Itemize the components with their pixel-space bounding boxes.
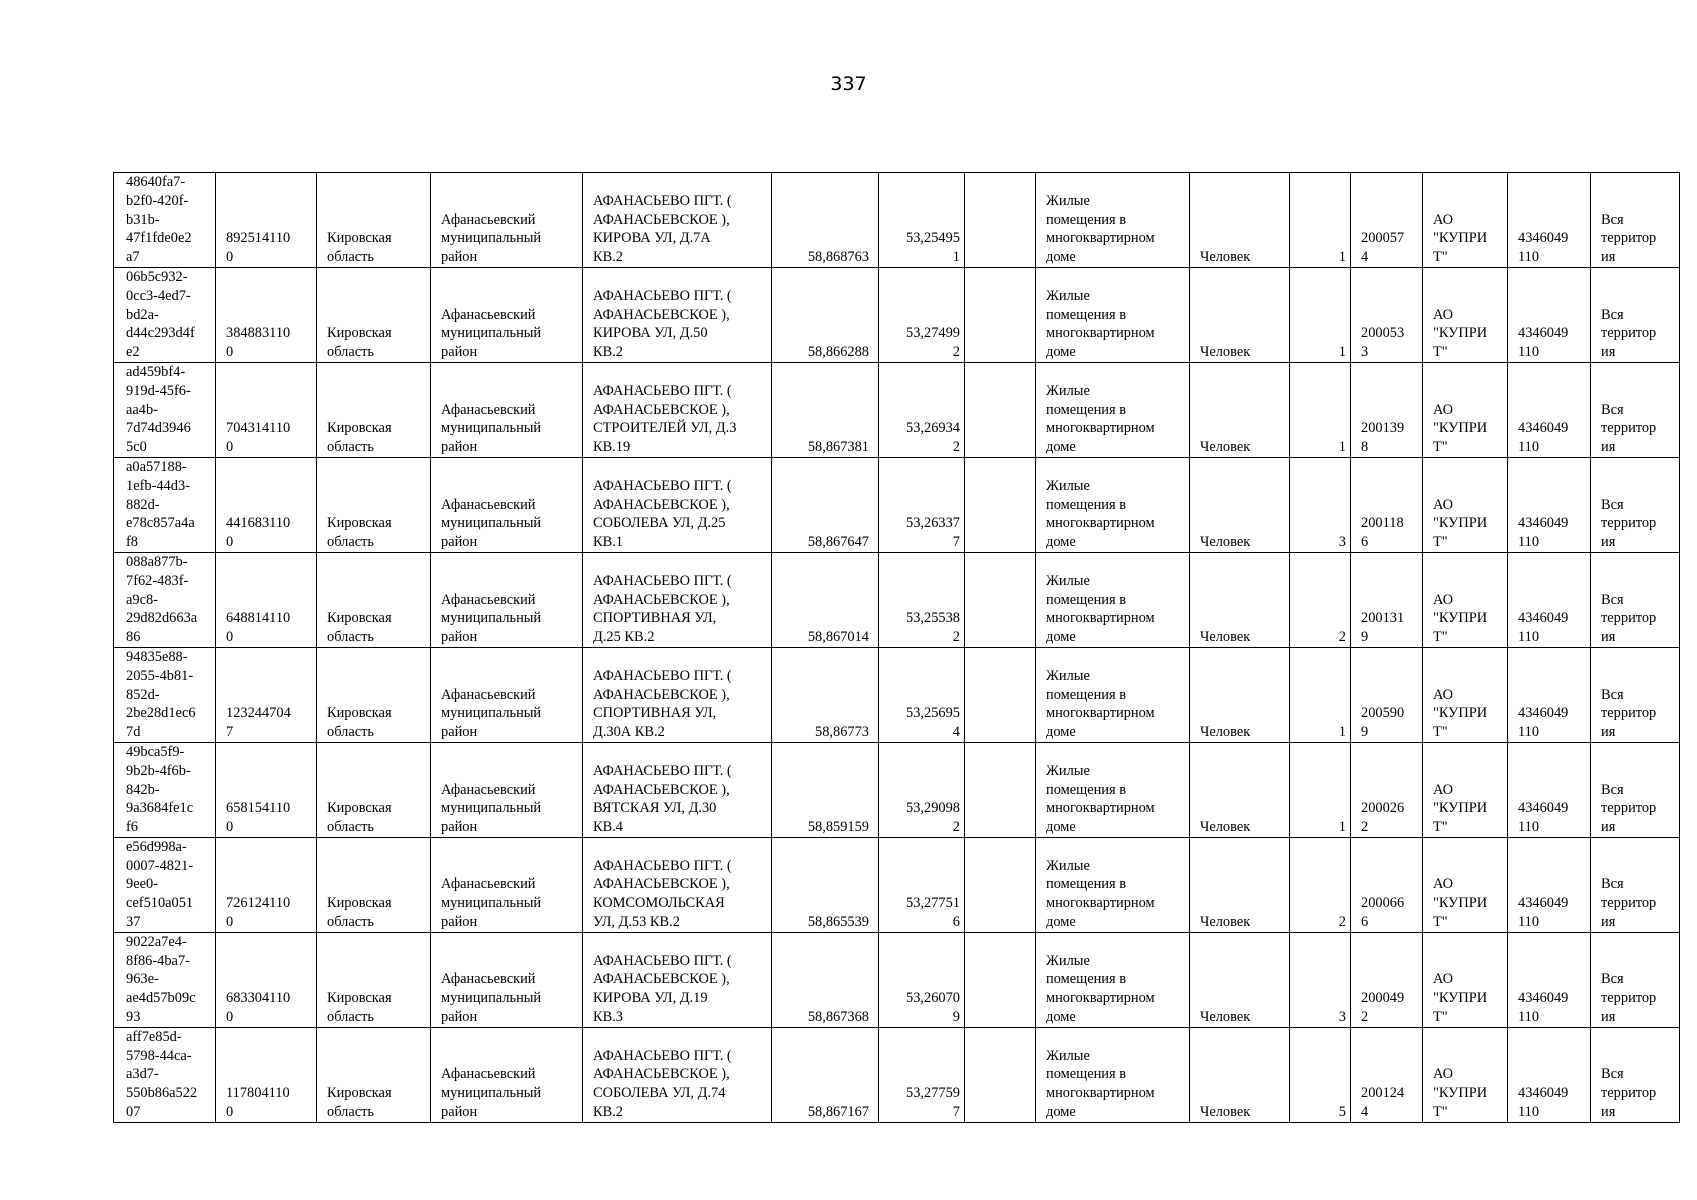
cell-count: 3 bbox=[1290, 932, 1351, 1027]
cell-latitude: 58,867368 bbox=[772, 932, 879, 1027]
cell-longitude: 53,25538 2 bbox=[879, 552, 965, 647]
cell-inn: 4346049 110 bbox=[1508, 362, 1591, 457]
cell-address: АФАНАСЬЕВО ПГТ. ( АФАНАСЬЕВСКОЕ ), КИРОВА УЛ, Д.19 КВ.3 bbox=[583, 932, 772, 1027]
table-row bbox=[114, 647, 1680, 742]
cell-count: 3 bbox=[1290, 457, 1351, 552]
cell-unit: Человек bbox=[1190, 647, 1290, 742]
cell-number: 200066 6 bbox=[1351, 837, 1423, 932]
cell-operator: АО "КУПРИ Т" bbox=[1423, 457, 1508, 552]
cell-region: Кировская область bbox=[317, 837, 431, 932]
cell-unit: Человек bbox=[1190, 267, 1290, 362]
cell-uid: 94835e88- 2055-4b81- 852d- 2be28d1ec6 7d bbox=[114, 647, 216, 742]
cell-operator: АО "КУПРИ Т" bbox=[1423, 647, 1508, 742]
table-row bbox=[114, 362, 1680, 457]
cell-district: Афанасьевский муниципальный район bbox=[431, 837, 583, 932]
cell-count: 1 bbox=[1290, 173, 1351, 268]
cell-unit: Человек bbox=[1190, 457, 1290, 552]
cell-category: Жилые помещения в многоквартирном доме bbox=[1036, 742, 1190, 837]
registry-table bbox=[113, 172, 1680, 1123]
cell-number: 200590 9 bbox=[1351, 647, 1423, 742]
cell-unit: Человек bbox=[1190, 173, 1290, 268]
cell-address: АФАНАСЬЕВО ПГТ. ( АФАНАСЬЕВСКОЕ ), СОБОЛЕВА УЛ, Д.25 КВ.1 bbox=[583, 457, 772, 552]
cell-unit: Человек bbox=[1190, 362, 1290, 457]
cell-code: 123244704 7 bbox=[216, 647, 317, 742]
cell-number: 200057 4 bbox=[1351, 173, 1423, 268]
cell-longitude: 53,25695 4 bbox=[879, 647, 965, 742]
cell-address: АФАНАСЬЕВО ПГТ. ( АФАНАСЬЕВСКОЕ ), СПОРТИВНАЯ УЛ, Д.25 КВ.2 bbox=[583, 552, 772, 647]
cell-number: 200124 4 bbox=[1351, 1027, 1423, 1122]
cell-district: Афанасьевский муниципальный район bbox=[431, 267, 583, 362]
cell-category: Жилые помещения в многоквартирном доме bbox=[1036, 932, 1190, 1027]
cell-operator: АО "КУПРИ Т" bbox=[1423, 362, 1508, 457]
cell-unit: Человек bbox=[1190, 552, 1290, 647]
cell-category: Жилые помещения в многоквартирном доме bbox=[1036, 267, 1190, 362]
page-number: 337 bbox=[830, 73, 867, 95]
cell-count: 1 bbox=[1290, 362, 1351, 457]
cell-address: АФАНАСЬЕВО ПГТ. ( АФАНАСЬЕВСКОЕ ), КОМСОМОЛЬСКАЯ УЛ, Д.53 КВ.2 bbox=[583, 837, 772, 932]
cell-address: АФАНАСЬЕВО ПГТ. ( АФАНАСЬЕВСКОЕ ), ВЯТСКАЯ УЛ, Д.30 КВ.4 bbox=[583, 742, 772, 837]
cell-number: 200053 3 bbox=[1351, 267, 1423, 362]
table-row bbox=[114, 837, 1680, 932]
cell-empty bbox=[965, 932, 1036, 1027]
cell-region: Кировская область bbox=[317, 552, 431, 647]
cell-unit: Человек bbox=[1190, 742, 1290, 837]
cell-district: Афанасьевский муниципальный район bbox=[431, 552, 583, 647]
cell-district: Афанасьевский муниципальный район bbox=[431, 647, 583, 742]
cell-territory: Вся территор ия bbox=[1591, 932, 1680, 1027]
cell-category: Жилые помещения в многоквартирном доме bbox=[1036, 837, 1190, 932]
cell-operator: АО "КУПРИ Т" bbox=[1423, 742, 1508, 837]
cell-count: 2 bbox=[1290, 837, 1351, 932]
cell-latitude: 58,86773 bbox=[772, 647, 879, 742]
cell-empty bbox=[965, 173, 1036, 268]
cell-region: Кировская область bbox=[317, 1027, 431, 1122]
cell-address: АФАНАСЬЕВО ПГТ. ( АФАНАСЬЕВСКОЕ ), КИРОВА УЛ, Д.50 КВ.2 bbox=[583, 267, 772, 362]
cell-uid: e56d998a- 0007-4821- 9ee0- cef510a051 37 bbox=[114, 837, 216, 932]
cell-region: Кировская область bbox=[317, 932, 431, 1027]
cell-empty bbox=[965, 837, 1036, 932]
cell-territory: Вся территор ия bbox=[1591, 552, 1680, 647]
cell-longitude: 53,27499 2 bbox=[879, 267, 965, 362]
cell-longitude: 53,27751 6 bbox=[879, 837, 965, 932]
cell-longitude: 53,27759 7 bbox=[879, 1027, 965, 1122]
cell-count: 1 bbox=[1290, 267, 1351, 362]
cell-territory: Вся территор ия bbox=[1591, 837, 1680, 932]
table-row bbox=[114, 742, 1680, 837]
table-row bbox=[114, 173, 1680, 268]
cell-number: 200118 6 bbox=[1351, 457, 1423, 552]
cell-address: АФАНАСЬЕВО ПГТ. ( АФАНАСЬЕВСКОЕ ), СТРОИТЕЛЕЙ УЛ, Д.3 КВ.19 bbox=[583, 362, 772, 457]
cell-inn: 4346049 110 bbox=[1508, 742, 1591, 837]
table-row bbox=[114, 457, 1680, 552]
table-row bbox=[114, 552, 1680, 647]
cell-uid: 9022a7e4- 8f86-4ba7- 963e- ae4d57b09c 93 bbox=[114, 932, 216, 1027]
cell-district: Афанасьевский муниципальный район bbox=[431, 742, 583, 837]
cell-district: Афанасьевский муниципальный район bbox=[431, 173, 583, 268]
cell-inn: 4346049 110 bbox=[1508, 267, 1591, 362]
cell-empty bbox=[965, 552, 1036, 647]
cell-territory: Вся территор ия bbox=[1591, 362, 1680, 457]
cell-latitude: 58,867647 bbox=[772, 457, 879, 552]
cell-empty bbox=[965, 647, 1036, 742]
cell-code: 683304110 0 bbox=[216, 932, 317, 1027]
cell-region: Кировская область bbox=[317, 457, 431, 552]
cell-latitude: 58,865539 bbox=[772, 837, 879, 932]
cell-category: Жилые помещения в многоквартирном доме bbox=[1036, 173, 1190, 268]
cell-region: Кировская область bbox=[317, 267, 431, 362]
cell-empty bbox=[965, 457, 1036, 552]
cell-territory: Вся территор ия bbox=[1591, 173, 1680, 268]
cell-address: АФАНАСЬЕВО ПГТ. ( АФАНАСЬЕВСКОЕ ), СПОРТИВНАЯ УЛ, Д.30А КВ.2 bbox=[583, 647, 772, 742]
cell-latitude: 58,868763 bbox=[772, 173, 879, 268]
cell-longitude: 53,26337 7 bbox=[879, 457, 965, 552]
cell-address: АФАНАСЬЕВО ПГТ. ( АФАНАСЬЕВСКОЕ ), СОБОЛЕВА УЛ, Д.74 КВ.2 bbox=[583, 1027, 772, 1122]
cell-longitude: 53,25495 1 bbox=[879, 173, 965, 268]
cell-empty bbox=[965, 1027, 1036, 1122]
table-row bbox=[114, 1027, 1680, 1122]
cell-region: Кировская область bbox=[317, 362, 431, 457]
cell-count: 1 bbox=[1290, 647, 1351, 742]
cell-unit: Человек bbox=[1190, 932, 1290, 1027]
cell-inn: 4346049 110 bbox=[1508, 837, 1591, 932]
cell-number: 200026 2 bbox=[1351, 742, 1423, 837]
cell-uid: ad459bf4- 919d-45f6- aa4b- 7d74d3946 5c0 bbox=[114, 362, 216, 457]
cell-address: АФАНАСЬЕВО ПГТ. ( АФАНАСЬЕВСКОЕ ), КИРОВА УЛ, Д.7А КВ.2 bbox=[583, 173, 772, 268]
cell-operator: АО "КУПРИ Т" bbox=[1423, 267, 1508, 362]
cell-latitude: 58,859159 bbox=[772, 742, 879, 837]
cell-district: Афанасьевский муниципальный район bbox=[431, 932, 583, 1027]
cell-count: 5 bbox=[1290, 1027, 1351, 1122]
cell-number: 200049 2 bbox=[1351, 932, 1423, 1027]
cell-uid: 088a877b- 7f62-483f- a9c8- 29d82d663a 86 bbox=[114, 552, 216, 647]
cell-number: 200139 8 bbox=[1351, 362, 1423, 457]
table-row bbox=[114, 267, 1680, 362]
table-row bbox=[114, 932, 1680, 1027]
cell-code: 658154110 0 bbox=[216, 742, 317, 837]
cell-uid: 48640fa7- b2f0-420f- b31b- 47f1fde0e2 a7 bbox=[114, 173, 216, 268]
cell-code: 726124110 0 bbox=[216, 837, 317, 932]
cell-inn: 4346049 110 bbox=[1508, 647, 1591, 742]
cell-district: Афанасьевский муниципальный район bbox=[431, 457, 583, 552]
cell-code: 704314110 0 bbox=[216, 362, 317, 457]
cell-inn: 4346049 110 bbox=[1508, 932, 1591, 1027]
cell-category: Жилые помещения в многоквартирном доме bbox=[1036, 362, 1190, 457]
cell-uid: a0a57188- 1efb-44d3- 882d- e78c857a4a f8 bbox=[114, 457, 216, 552]
cell-territory: Вся территор ия bbox=[1591, 267, 1680, 362]
cell-inn: 4346049 110 bbox=[1508, 457, 1591, 552]
cell-unit: Человек bbox=[1190, 1027, 1290, 1122]
cell-empty bbox=[965, 362, 1036, 457]
cell-code: 648814110 0 bbox=[216, 552, 317, 647]
cell-code: 384883110 0 bbox=[216, 267, 317, 362]
cell-territory: Вся территор ия bbox=[1591, 742, 1680, 837]
cell-count: 1 bbox=[1290, 742, 1351, 837]
cell-operator: АО "КУПРИ Т" bbox=[1423, 1027, 1508, 1122]
cell-inn: 4346049 110 bbox=[1508, 552, 1591, 647]
cell-operator: АО "КУПРИ Т" bbox=[1423, 552, 1508, 647]
cell-category: Жилые помещения в многоквартирном доме bbox=[1036, 1027, 1190, 1122]
cell-uid: 49bca5f9- 9b2b-4f6b- 842b- 9a3684fe1c f6 bbox=[114, 742, 216, 837]
cell-uid: aff7e85d- 5798-44ca- a3d7- 550b86a522 07 bbox=[114, 1027, 216, 1122]
cell-district: Афанасьевский муниципальный район bbox=[431, 362, 583, 457]
cell-operator: АО "КУПРИ Т" bbox=[1423, 173, 1508, 268]
cell-longitude: 53,26070 9 bbox=[879, 932, 965, 1027]
cell-code: 441683110 0 bbox=[216, 457, 317, 552]
cell-region: Кировская область bbox=[317, 173, 431, 268]
cell-latitude: 58,866288 bbox=[772, 267, 879, 362]
cell-region: Кировская область bbox=[317, 647, 431, 742]
cell-region: Кировская область bbox=[317, 742, 431, 837]
cell-uid: 06b5c932- 0cc3-4ed7- bd2a- d44c293d4f e2 bbox=[114, 267, 216, 362]
cell-category: Жилые помещения в многоквартирном доме bbox=[1036, 457, 1190, 552]
cell-inn: 4346049 110 bbox=[1508, 1027, 1591, 1122]
table-body bbox=[114, 173, 1680, 1123]
cell-operator: АО "КУПРИ Т" bbox=[1423, 837, 1508, 932]
cell-longitude: 53,29098 2 bbox=[879, 742, 965, 837]
cell-latitude: 58,867014 bbox=[772, 552, 879, 647]
cell-number: 200131 9 bbox=[1351, 552, 1423, 647]
cell-code: 117804110 0 bbox=[216, 1027, 317, 1122]
cell-territory: Вся территор ия bbox=[1591, 1027, 1680, 1122]
cell-district: Афанасьевский муниципальный район bbox=[431, 1027, 583, 1122]
cell-code: 892514110 0 bbox=[216, 173, 317, 268]
cell-empty bbox=[965, 742, 1036, 837]
cell-unit: Человек bbox=[1190, 837, 1290, 932]
cell-latitude: 58,867381 bbox=[772, 362, 879, 457]
cell-inn: 4346049 110 bbox=[1508, 173, 1591, 268]
cell-latitude: 58,867167 bbox=[772, 1027, 879, 1122]
cell-longitude: 53,26934 2 bbox=[879, 362, 965, 457]
cell-territory: Вся территор ия bbox=[1591, 457, 1680, 552]
cell-category: Жилые помещения в многоквартирном доме bbox=[1036, 647, 1190, 742]
cell-empty bbox=[965, 267, 1036, 362]
cell-operator: АО "КУПРИ Т" bbox=[1423, 932, 1508, 1027]
cell-category: Жилые помещения в многоквартирном доме bbox=[1036, 552, 1190, 647]
cell-count: 2 bbox=[1290, 552, 1351, 647]
cell-territory: Вся территор ия bbox=[1591, 647, 1680, 742]
